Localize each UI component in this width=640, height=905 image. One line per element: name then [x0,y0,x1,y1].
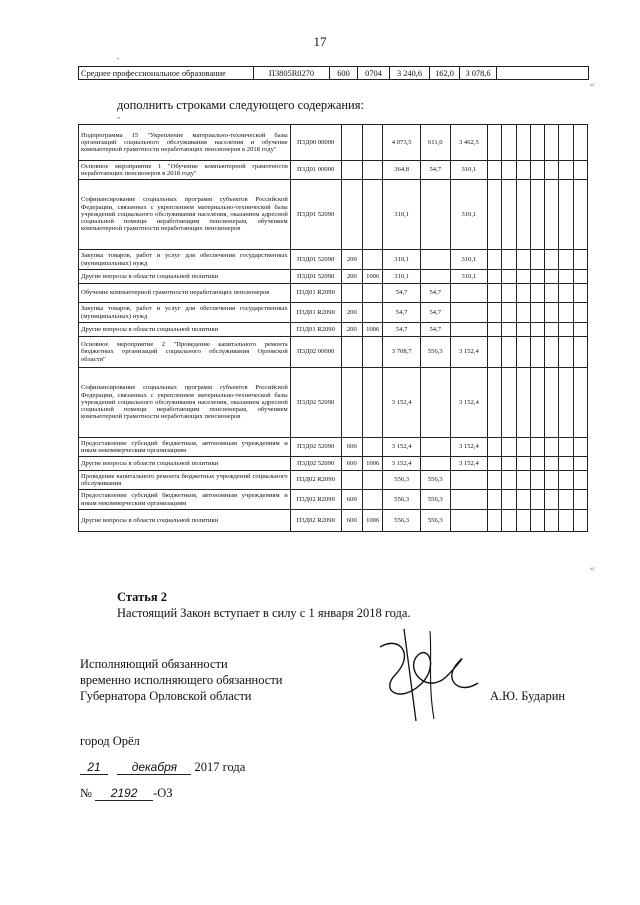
cell-empty [502,161,516,180]
cell-empty [559,368,573,438]
cell-empty [530,161,544,180]
table-row [79,337,588,368]
cell-fed [421,180,451,250]
cell-name: Предоставление субсидий бюджетным, автономным учреждениям и иным некоммерческим организациям [79,438,291,457]
cell-reg: 3 152,4 [450,337,488,368]
cell-vr: 200 [341,323,362,337]
cell-empty [502,250,516,270]
signature-image [360,625,500,725]
cell-empty [545,250,559,270]
cell-empty [502,323,516,337]
cell-empty [530,457,544,471]
cell-empty [559,250,573,270]
cell-empty [530,303,544,323]
cell-reg: 3 462,5 [450,125,488,161]
table-row [79,284,588,303]
cell-code: П3Д02 R2090 [290,490,341,510]
cell-total: 54,7 [383,323,421,337]
cell-empty [530,125,544,161]
cell-vr [341,284,362,303]
cell-vr [341,125,362,161]
cell-empty [516,368,530,438]
cell-code: П3Д02 R2090 [290,510,341,532]
cell-vr: 200 [341,250,362,270]
cell-empty [516,490,530,510]
cell-empty [545,303,559,323]
table-row [79,161,588,180]
cell-empty [559,161,573,180]
cell-empty [559,337,573,368]
cell-name: Закупка товаров, работ и услуг для обеспечения государственных (муниципальных) нужд [79,250,291,270]
cell-fed [421,457,451,471]
cell-fed [421,368,451,438]
cell-empty [573,125,587,161]
article-text: Настоящий Закон вступает в силу с 1 января 2018 года. [117,606,411,620]
number-value: 2192 [95,786,153,801]
open-quote-mark: « [117,115,120,121]
cell-empty [516,180,530,250]
date-month: декабря [117,760,191,775]
cell-total: 556,3 [383,471,421,490]
cell-reg [450,510,488,532]
cell-reg [450,284,488,303]
cell-reg: 310,1 [450,250,488,270]
cell-rz [363,490,383,510]
cell-empty [573,368,587,438]
cell-empty [516,303,530,323]
cell-code: П3Д01 52090 [290,270,341,284]
cell-code: П3Д01 R2090 [290,323,341,337]
cell-total: 4 073,5 [383,125,421,161]
row-code: П3805R0270 [254,67,330,80]
cell-name: Закупка товаров, работ и услуг для обеспечения государственных (муниципальных) нужд [79,303,291,323]
cell-rz [363,438,383,457]
cell-empty [502,180,516,250]
cell-total: 310,1 [383,270,421,284]
cell-empty [502,510,516,532]
cell-empty [516,457,530,471]
cell-empty [502,284,516,303]
cell-empty [573,284,587,303]
cell-empty [488,490,502,510]
cell-empty [488,323,502,337]
table-row [79,471,588,490]
number-suffix: -ОЗ [153,786,173,800]
cell-empty [488,125,502,161]
table-row [79,270,588,284]
cell-empty [573,457,587,471]
cell-empty [559,180,573,250]
cell-rz [363,303,383,323]
cell-rz [363,180,383,250]
cell-reg [450,323,488,337]
cell-rz [363,250,383,270]
close-quote-mark: »; [590,82,595,88]
cell-empty [559,125,573,161]
cell-empty [502,303,516,323]
cell-code: П3Д02 52090 [290,368,341,438]
cell-empty [516,270,530,284]
cell-fed: 611,0 [421,125,451,161]
signer-title-2: временно исполняющего обязанности [80,673,283,687]
cell-vr: 600 [341,510,362,532]
cell-reg: 3 152,4 [450,457,488,471]
cell-reg [450,471,488,490]
cell-empty [502,490,516,510]
cell-rz [363,161,383,180]
cell-empty [573,438,587,457]
table-row [79,323,588,337]
cell-code: П3Д02 52090 [290,438,341,457]
cell-reg: 310,1 [450,161,488,180]
cell-reg: 310,1 [450,270,488,284]
article-title: Статья 2 [117,590,167,604]
date-day: 21 [80,760,108,775]
cell-rz: 1006 [363,270,383,284]
cell-code: П3Д02 52090 [290,457,341,471]
cell-empty [530,323,544,337]
cell-rz: 1006 [363,457,383,471]
cell-reg: 3 152,4 [450,368,488,438]
cell-total: 556,3 [383,490,421,510]
cell-empty [573,270,587,284]
cell-empty [559,510,573,532]
cell-empty [516,250,530,270]
cell-vr: 200 [341,303,362,323]
cell-empty [545,125,559,161]
number-prefix: № [80,786,92,800]
cell-rz [363,284,383,303]
cell-name: Другие вопросы в области социальной политики [79,510,291,532]
quote-mark: " [117,58,120,64]
cell-empty [573,180,587,250]
cell-name: Другие вопросы в области социальной политики [79,457,291,471]
signer-name: А.Ю. Бударин [490,689,566,703]
cell-vr [341,161,362,180]
cell-rz [363,471,383,490]
row-vr: 600 [330,67,358,80]
cell-empty [530,471,544,490]
cell-code: П3Д01 52090 [290,180,341,250]
row-fed: 162,0 [430,67,460,80]
cell-reg: 310,1 [450,180,488,250]
cell-empty [530,368,544,438]
cell-empty [488,284,502,303]
cell-empty [573,250,587,270]
table-row [79,438,588,457]
cell-total: 364,8 [383,161,421,180]
city: город Орёл [80,734,140,748]
cell-empty [488,471,502,490]
page-number: 17 [313,34,327,49]
cell-fed: 556,3 [421,510,451,532]
table-row [79,510,588,532]
cell-empty [559,471,573,490]
table-row [79,303,588,323]
cell-name: Основное мероприятие 2 "Проведение капитального ремонта бюджетных организаций социального обслуживания Орловской области" [79,337,291,368]
row-reg: 3 078,6 [460,67,497,80]
cell-empty [488,270,502,284]
cell-rz [363,125,383,161]
cell-fed [421,270,451,284]
cell-empty [545,270,559,284]
cell-code: П3Д00 00000 [290,125,341,161]
cell-empty [545,457,559,471]
cell-code: П3Д02 00000 [290,337,341,368]
cell-empty [488,180,502,250]
cell-vr: 600 [341,490,362,510]
cell-total: 556,3 [383,510,421,532]
top-table [78,66,589,80]
law-number [80,786,173,801]
row-rzpr: 0704 [358,67,390,80]
cell-vr [341,337,362,368]
cell-empty [530,250,544,270]
cell-empty [559,438,573,457]
cell-fed [421,250,451,270]
cell-empty [502,438,516,457]
cell-empty [488,303,502,323]
row-total: 3 240,6 [390,67,430,80]
cell-empty [530,270,544,284]
date-line [80,760,245,775]
cell-empty [502,337,516,368]
cell-name: Предоставление субсидий бюджетным, автономным учреждениям и иным некоммерческим организациям [79,490,291,510]
cell-fed: 54,7 [421,161,451,180]
table-row [79,250,588,270]
cell-empty [559,270,573,284]
cell-empty [573,161,587,180]
cell-empty [488,438,502,457]
cell-name: Основное мероприятие 1 "Обучение компьютерной грамотности неработающих пенсионеров в 2018 году" [79,161,291,180]
cell-fed: 54,7 [421,303,451,323]
intro-text: дополнить строками следующего содержания: [117,98,364,112]
cell-empty [559,284,573,303]
cell-empty [573,323,587,337]
cell-code: П3Д01 R2090 [290,284,341,303]
cell-empty [573,337,587,368]
row-empty [497,67,589,80]
cell-empty [488,368,502,438]
cell-name: Обучение компьютерной грамотности неработающих пенсионеров [79,284,291,303]
cell-vr [341,471,362,490]
cell-empty [516,284,530,303]
cell-fed: 556,3 [421,490,451,510]
table-row [79,490,588,510]
cell-empty [502,125,516,161]
cell-empty [502,368,516,438]
cell-vr: 600 [341,438,362,457]
cell-empty [516,323,530,337]
cell-total: 54,7 [383,284,421,303]
date-year: 2017 года [194,760,246,774]
cell-reg: 3 152,4 [450,438,488,457]
cell-empty [530,180,544,250]
cell-name: Подпрограмма 15 "Укрепление материально-технической базы организаций социального обслуживания населения и обучение компьютерной грамотности неработающих пенсионеров в 2018 году" [79,125,291,161]
cell-vr [341,180,362,250]
cell-total: 54,7 [383,303,421,323]
cell-empty [545,161,559,180]
cell-empty [545,490,559,510]
cell-empty [559,490,573,510]
cell-empty [573,510,587,532]
table-row [79,368,588,438]
cell-name: Другие вопросы в области социальной политики [79,270,291,284]
cell-rz: 1006 [363,510,383,532]
cell-empty [545,510,559,532]
row-name: Среднее профессиональное образование [79,67,254,80]
table-row [79,67,589,80]
cell-empty [545,438,559,457]
table-row [79,180,588,250]
cell-vr: 200 [341,270,362,284]
cell-total: 3 152,4 [383,368,421,438]
cell-name: Софинансирование социальных программ субъектов Российской Федерации, связанных с укреплением материально-технической базы учреждений социального обслуживания населения, оказанием адресной социальной помощи неработающим пенсионерам, обучением компьютерной грамотности неработающих пенсионеров [79,368,291,438]
cell-empty [545,368,559,438]
cell-empty [573,303,587,323]
cell-fed [421,438,451,457]
cell-fed: 556,3 [421,471,451,490]
cell-empty [559,303,573,323]
cell-empty [530,337,544,368]
cell-empty [545,323,559,337]
cell-empty [516,510,530,532]
cell-empty [502,471,516,490]
cell-empty [545,284,559,303]
cell-empty [516,161,530,180]
cell-empty [488,250,502,270]
cell-reg [450,490,488,510]
cell-empty [516,471,530,490]
cell-empty [573,471,587,490]
cell-vr: 600 [341,457,362,471]
cell-fed: 54,7 [421,323,451,337]
cell-code: П3Д01 00000 [290,161,341,180]
cell-reg [450,303,488,323]
cell-empty [545,180,559,250]
cell-empty [559,457,573,471]
cell-empty [516,337,530,368]
cell-empty [530,510,544,532]
cell-empty [488,337,502,368]
cell-rz: 1006 [363,323,383,337]
cell-empty [488,510,502,532]
cell-rz [363,368,383,438]
signer-title-3: Губернатора Орловской области [80,689,252,703]
cell-empty [530,438,544,457]
cell-code: П3Д01 R2090 [290,303,341,323]
cell-code: П3Д01 52090 [290,250,341,270]
cell-fed: 54,7 [421,284,451,303]
cell-empty [573,490,587,510]
cell-rz [363,337,383,368]
close-quote-mark: »; [590,566,595,572]
cell-name: Софинансирование социальных программ субъектов Российской Федерации, связанных с укреплением материально-технической базы учреждений социального обслуживания населения, оказанием адресной социальной помощи неработающим пенсионерам, обучением компьютерной грамотности неработающих пенсионеров [79,180,291,250]
cell-total: 3 708,7 [383,337,421,368]
cell-empty [530,490,544,510]
cell-total: 310,1 [383,180,421,250]
cell-fed: 556,3 [421,337,451,368]
cell-total: 3 152,4 [383,457,421,471]
cell-empty [559,323,573,337]
cell-name: Другие вопросы в области социальной политики [79,323,291,337]
table-row [79,125,588,161]
signer-title-1: Исполняющий обязанности [80,657,228,671]
cell-empty [502,457,516,471]
cell-empty [545,337,559,368]
cell-name: Проведение капитального ремонта бюджетных учреждений социального обслуживания [79,471,291,490]
cell-empty [488,457,502,471]
cell-total: 310,1 [383,250,421,270]
cell-empty [516,438,530,457]
cell-empty [502,270,516,284]
cell-empty [530,284,544,303]
cell-empty [488,161,502,180]
cell-code: П3Д02 R2090 [290,471,341,490]
table-row [79,457,588,471]
cell-empty [545,471,559,490]
cell-total: 3 152,4 [383,438,421,457]
budget-table [78,124,588,532]
cell-vr [341,368,362,438]
cell-empty [516,125,530,161]
